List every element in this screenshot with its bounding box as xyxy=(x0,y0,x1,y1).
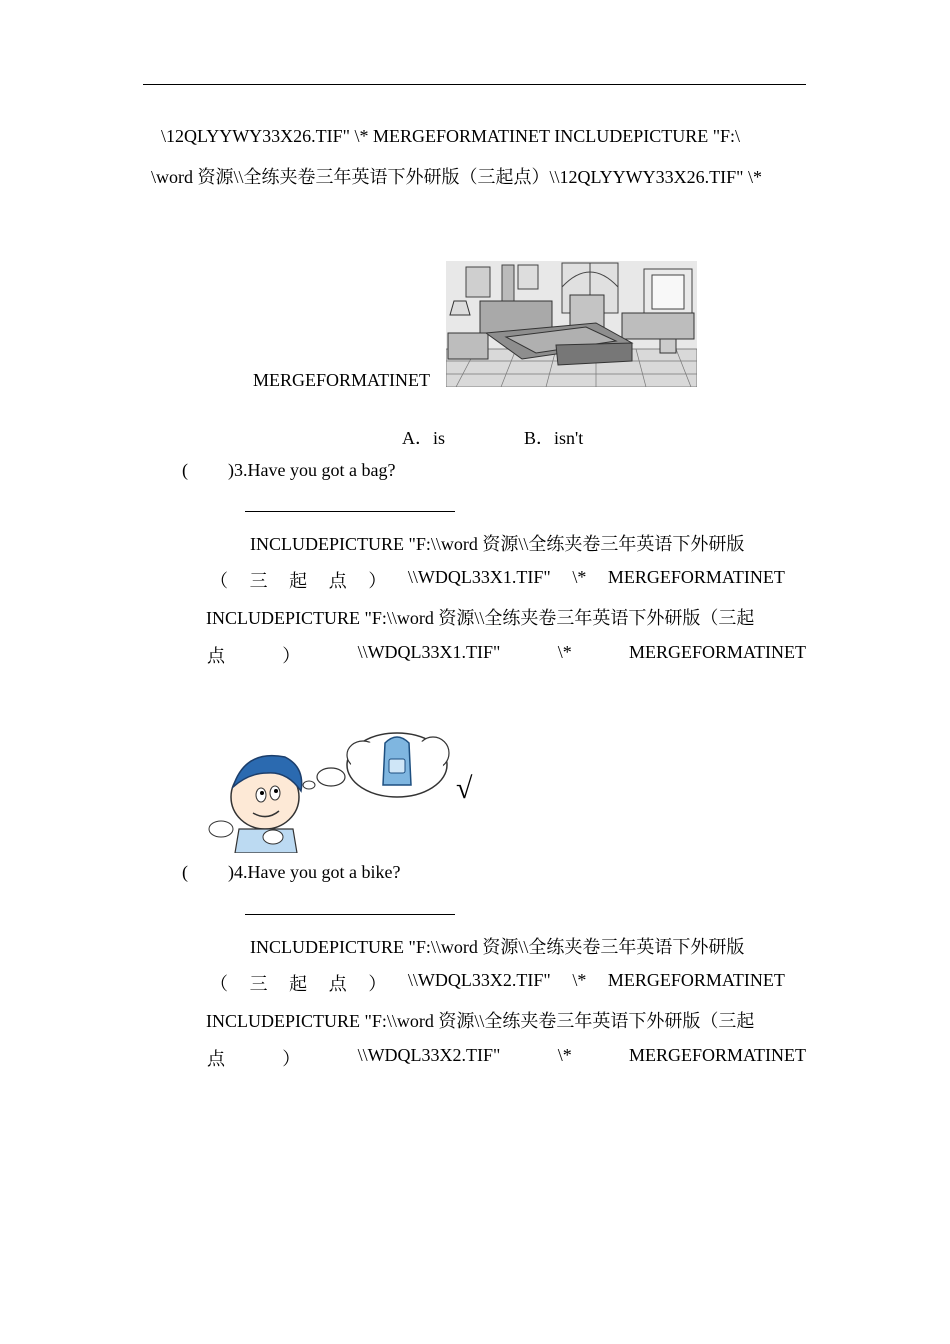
header-rule xyxy=(143,84,806,85)
q3-code-line-4: 点 ） \\WDQL33X1.TIF" \* MERGEFORMATINET xyxy=(207,642,806,666)
q3-code-line-1: INCLUDEPICTURE "F:\\word 资源\\全练夹卷三年英语下外研版 xyxy=(250,534,745,554)
q3-code-line-3: INCLUDEPICTURE "F:\\word 资源\\全练夹卷三年英语下外研版（三起 xyxy=(206,608,755,628)
q4-code-line-1: INCLUDEPICTURE "F:\\word 资源\\全练夹卷三年英语下外研版 xyxy=(250,937,745,957)
q3-question: )3.Have you got a bag? xyxy=(228,460,396,480)
q3-code-line-2: （ 三 起 点 ） \\WDQL33X1.TIF" \* MERGEFORMATINET xyxy=(210,567,785,591)
merge-label: MERGEFORMATINET xyxy=(253,370,431,390)
q4-answer-blank[interactable] xyxy=(245,914,455,915)
q4-code-line-3: INCLUDEPICTURE "F:\\word 资源\\全练夹卷三年英语下外研版（三起 xyxy=(206,1011,755,1031)
option-a: A．is xyxy=(402,428,446,448)
q4-code-line-2: （ 三 起 点 ） \\WDQL33X2.TIF" \* MERGEFORMATINET xyxy=(210,970,785,994)
q4-question: )4.Have you got a bike? xyxy=(228,862,401,882)
q3-answer-blank[interactable] xyxy=(245,511,455,512)
bedroom-illustration xyxy=(446,261,697,387)
boy-thinking-bag-illustration xyxy=(205,725,495,853)
check-mark: √ xyxy=(456,772,473,805)
q4-paren-open: ( xyxy=(182,862,188,882)
q4-code-line-4: 点 ） \\WDQL33X2.TIF" \* MERGEFORMATINET xyxy=(207,1045,806,1069)
header-code-line-1: \12QLYYWY33X26.TIF" \* MERGEFORMATINET INCLUDEPICTURE "F:\ xyxy=(161,126,741,146)
header-code-line-2: \word 资源\\全练夹卷三年英语下外研版（三起点）\\12QLYYWY33X26.TIF" \* xyxy=(151,167,763,187)
option-b: B．isn't xyxy=(524,428,584,448)
q3-paren-open: ( xyxy=(182,460,188,480)
